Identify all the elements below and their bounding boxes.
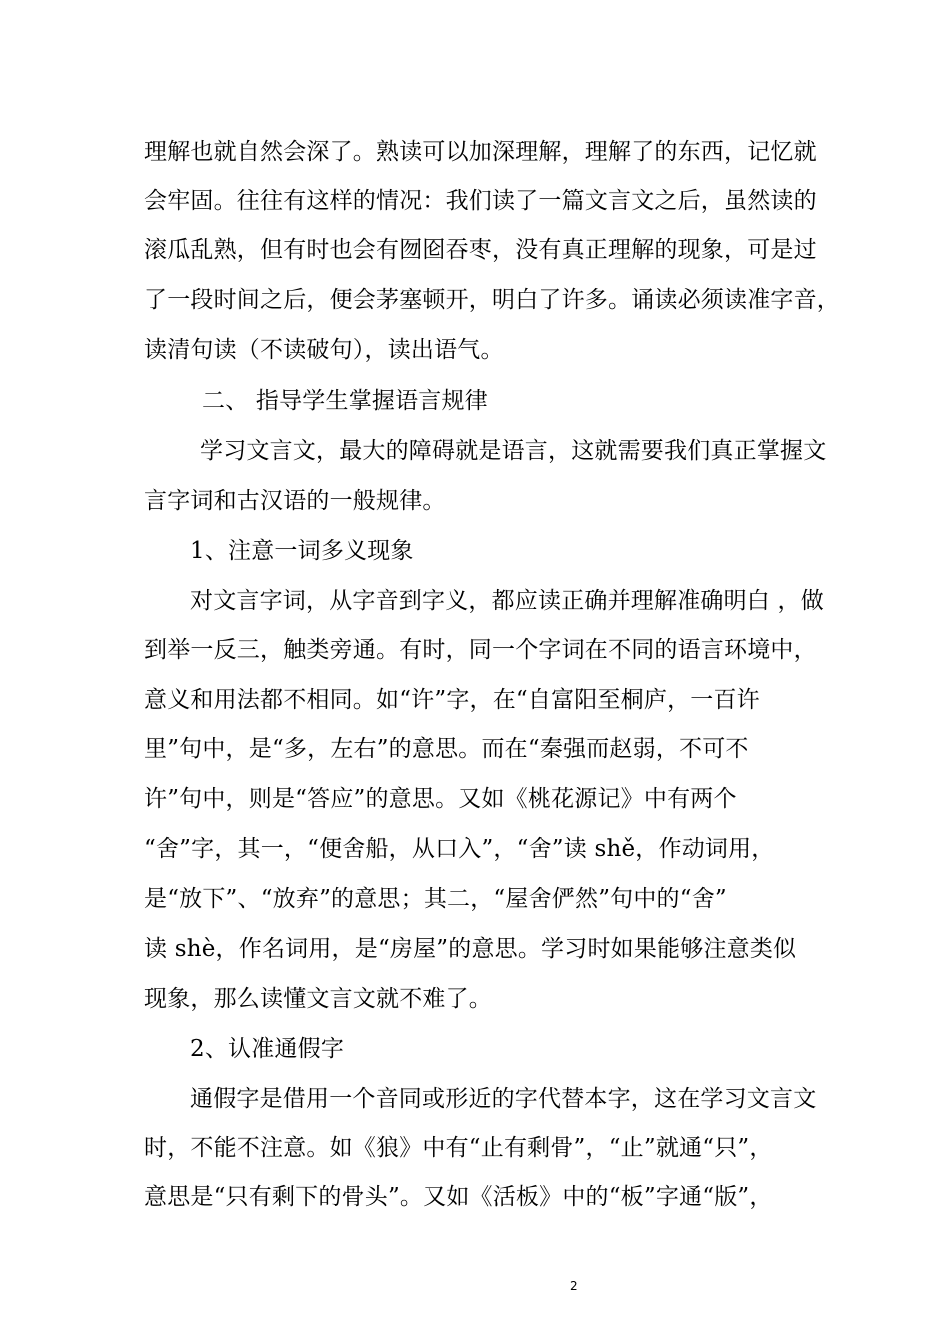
body-text-line: 理解也就自然会深了。熟读可以加深理解，理解了的东西，记忆就 <box>144 139 817 165</box>
body-text-line: “舍”字，其一，“便舍船，从口入”，“舍”读 shě，作动词用， <box>144 836 775 862</box>
body-text-line: 读 shè，作名词用，是“房屋”的意思。学习时如果能够注意类似 <box>144 936 797 962</box>
section-heading: 二、 指导学生掌握语言规律 <box>202 388 488 414</box>
body-text-line: 是“放下”、“放弃”的意思；其二，“屋舍俨然”句中的“舍” <box>144 886 727 912</box>
subsection-heading: 1、注意一词多义现象 <box>190 538 414 564</box>
body-text-line: 意思是“只有剩下的骨头”。又如《活板》中的“板”字通“版”， <box>144 1184 773 1210</box>
body-text-line: 许”句中，则是“答应”的意思。又如《桃花源记》中有两个 <box>144 786 737 812</box>
body-text-line: 学习文言文，最大的障碍就是语言，这就需要我们真正掌握文 <box>200 438 827 464</box>
subsection-heading: 2、认准通假字 <box>190 1036 345 1062</box>
page-number: 2 <box>570 1279 578 1293</box>
body-text-line: 对文言字词，从字音到字义，都应读正确并理解准确明白 ，做 <box>190 588 824 614</box>
body-text-line: 通假字是借用一个音同或形近的字代替本字，这在学习文言文 <box>190 1086 817 1112</box>
body-text-line: 言字词和古汉语的一般规律。 <box>144 488 446 514</box>
body-text-line: 时，不能不注意。如《狼》中有“止有剩骨”，“止”就通“只”， <box>144 1135 773 1161</box>
body-text-line: 现象，那么读懂文言文就不难了。 <box>144 986 492 1012</box>
body-text-line: 了一段时间之后，便会茅塞顿开，明白了许多。诵读必须读准字音， <box>144 287 840 313</box>
body-text-line: 里”句中，是“多，左右”的意思。而在“秦强而赵弱，不可不 <box>144 736 749 762</box>
body-text-line: 会牢固。往往有这样的情况：我们读了一篇文言文之后，虽然读的 <box>144 188 817 214</box>
body-text-line: 到举一反三，触类旁通。有时，同一个字词在不同的语言环境中， <box>144 637 817 663</box>
body-text-line: 意义和用法都不相同。如“许”字，在“自富阳至桐庐，一百许 <box>144 687 760 713</box>
body-text-line: 读清句读（不读破句），读出语气。 <box>144 337 504 363</box>
body-text-line: 滚瓜乱熟，但有时也会有囫囵吞枣，没有真正理解的现象，可是过 <box>144 237 817 263</box>
